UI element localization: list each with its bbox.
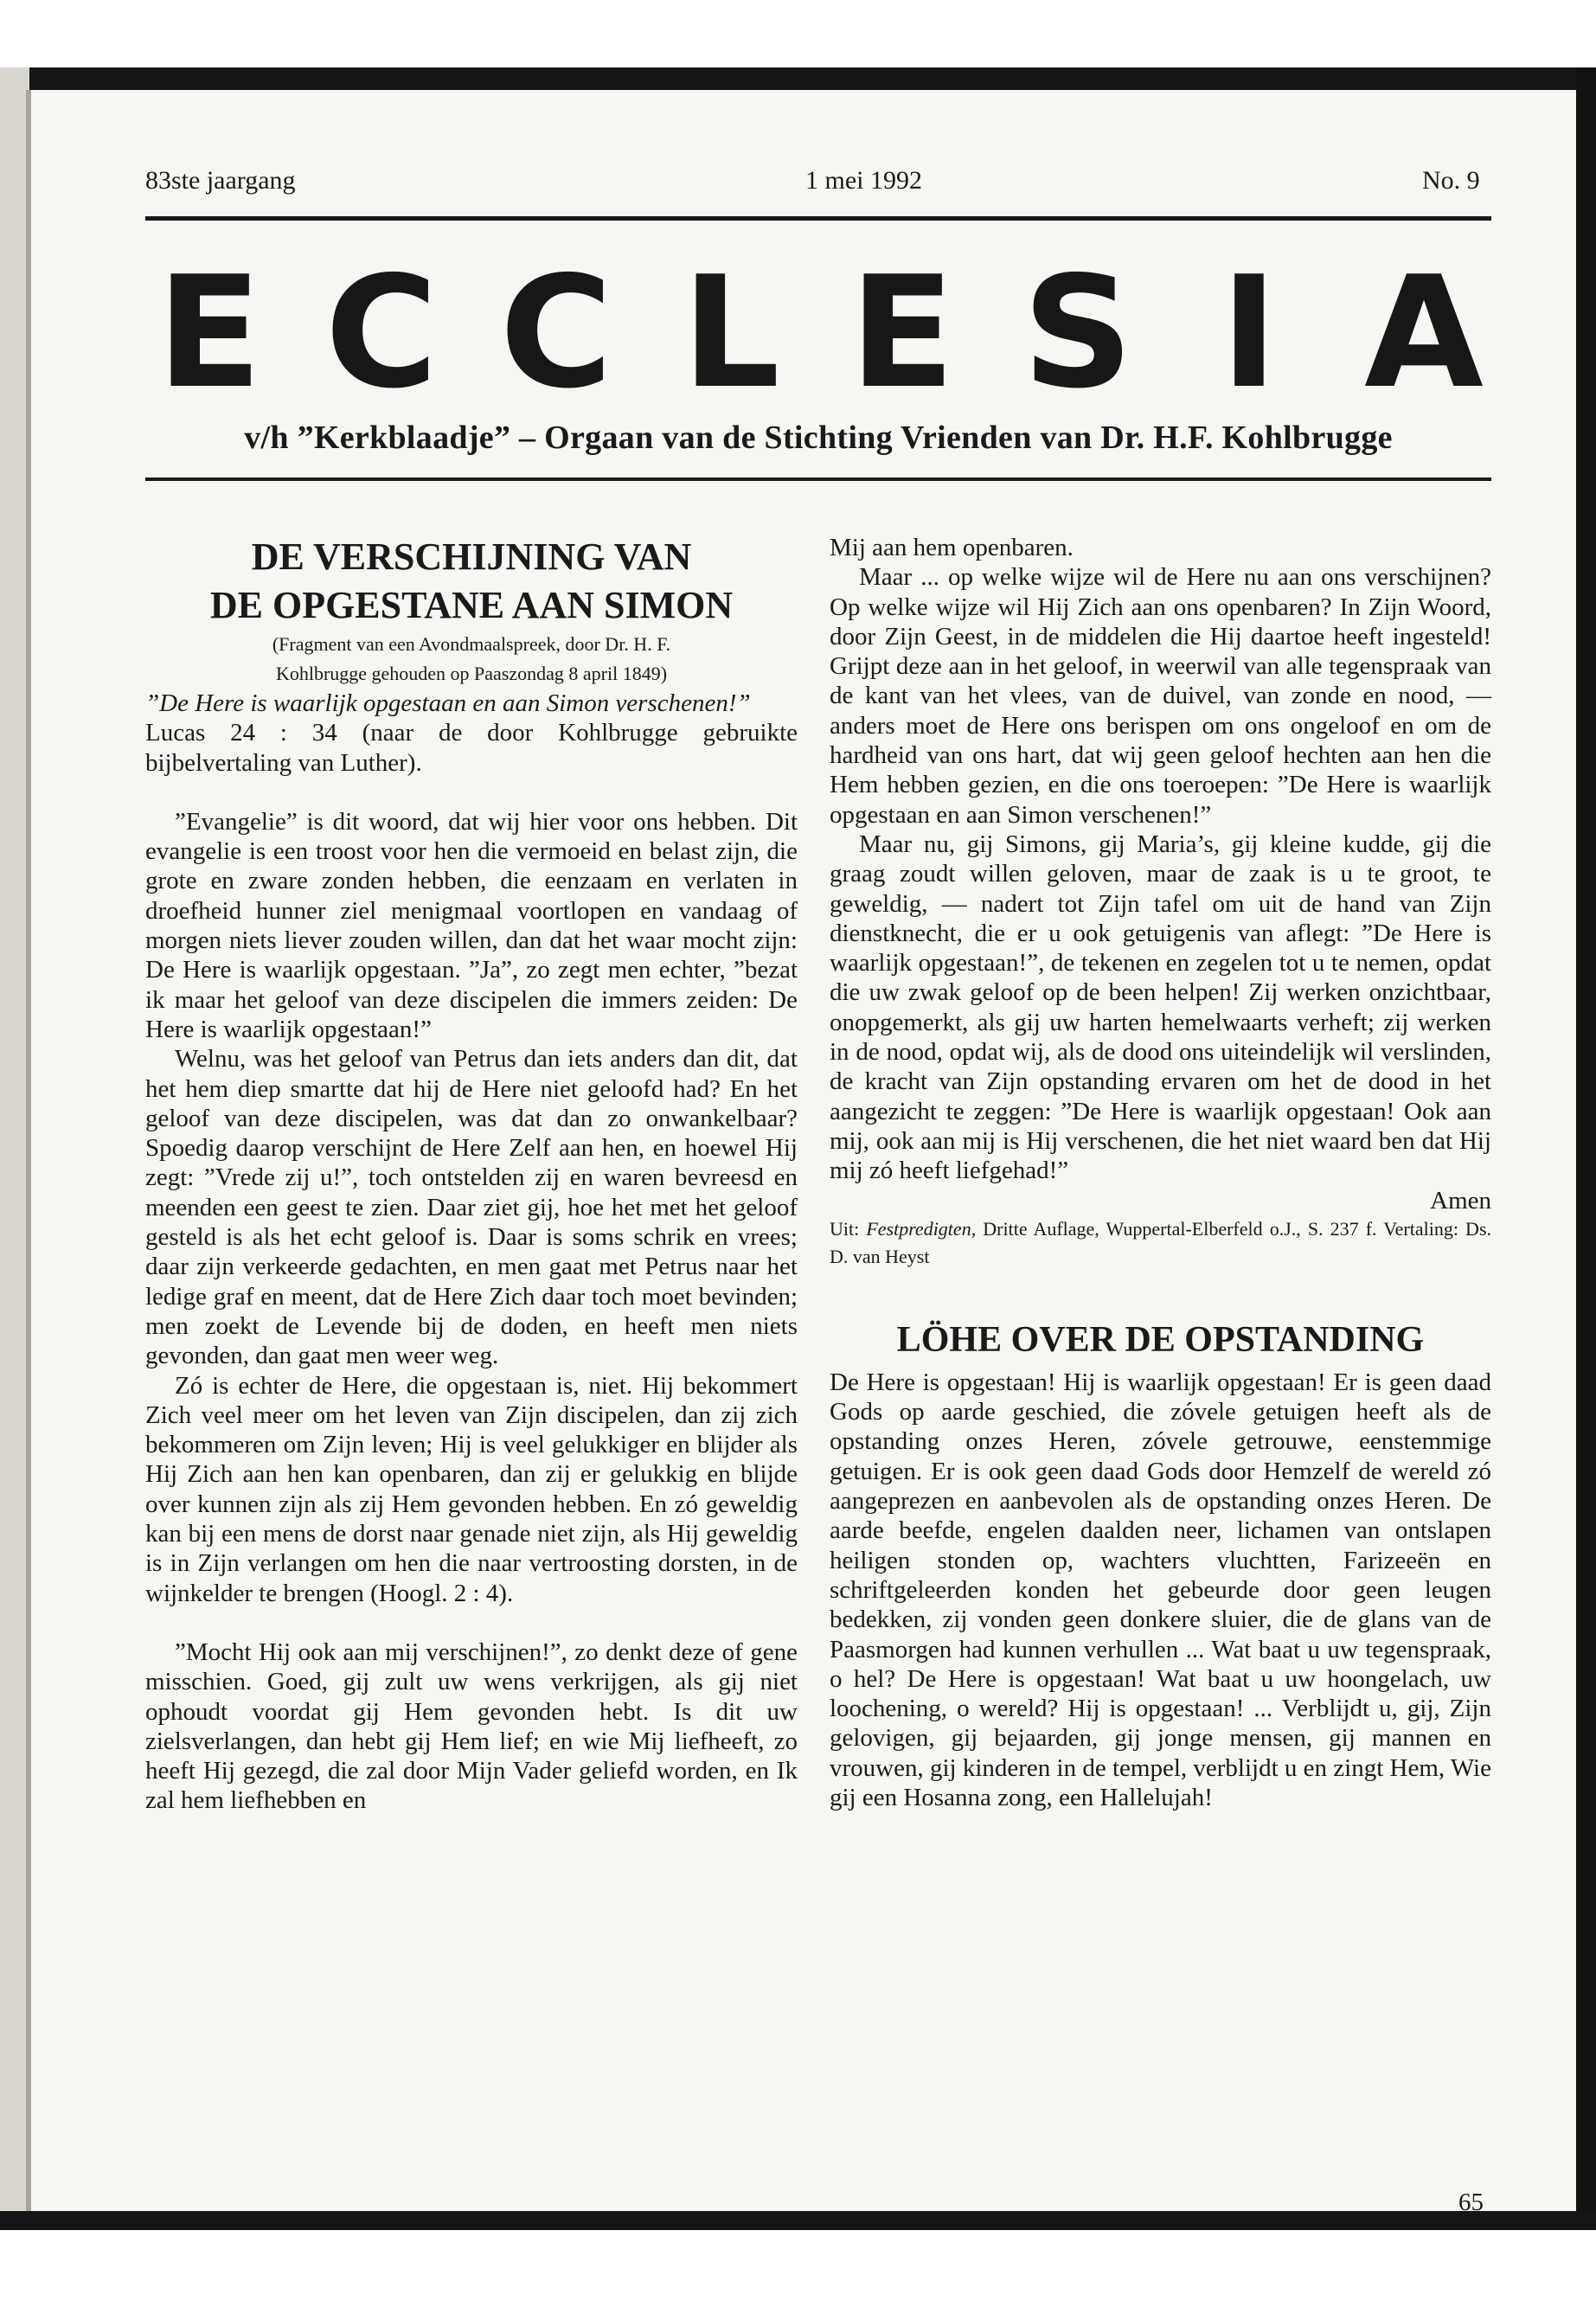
article-paragraph: Maar ... op welke wijze wil de Here nu aan ons verschijnen? Op welke wijze wil Hij Zich aan ons openbaren? In Zijn Woord, door Zijn Geest, in de middelen die Hij daartoe heeft ingesteld! Grijpt deze aan in het geloof, in weerwil van alle tegenspraak van de kant van het vlees, van de duivel, van zonde en nood, — anders moet de Here ons berispen om ons ongeloof en om de hardheid van ons hart, dat wij geen geloof hechten aan hen die Hem hebben gezien, en die ons toeroepen: ”De Here is waarlijk opgestaan en aan Simon verschenen!” — [830, 563, 1491, 829]
volume-year: 83ste jaargang — [145, 166, 296, 195]
scan-right-edge — [1576, 67, 1596, 2230]
scan-top-border — [0, 67, 1596, 90]
article-paragraph: ”Evangelie” is dit woord, dat wij hier voor ons hebben. Dit evangelie is een troost voor hen die vermoeid en belast zijn, die grote en zware zonden hebben, die eenzaam en verlaten in droefheid hunner ziel menigmaal voortlopen en vandaag of morgen niets liever zouden willen, dan dat het waar mocht zijn: De Here is waarlijk opgestaan. ”Ja”, zo zegt men echter, ”bezat ik maar het geloof van deze discipelen die immers zeiden: De Here is waarlijk opgestaan!” — [145, 807, 798, 1043]
article-paragraph: Mij aan hem openbaren. — [830, 534, 1074, 561]
article-title: LÖHE OVER DE OPSTANDING — [896, 1319, 1425, 1360]
article-motto: ”De Here is waarlijk opgestaan en aan Simon verschenen!” — [145, 689, 751, 717]
subtitle-rule — [145, 478, 1491, 481]
masthead-letter: C — [324, 243, 439, 422]
masthead-subtitle: v/h ”Kerkblaadje” – Orgaan van de Stichting Vrienden van Dr. H.F. Kohlbrugge — [244, 420, 1393, 456]
article-title-line: DE VERSCHIJNING VAN — [251, 535, 692, 578]
article-title-line: DE OPGESTANE AAN SIMON — [209, 584, 734, 626]
scan-bottom-border — [0, 2211, 1596, 2230]
masthead-title — [145, 243, 1491, 422]
article-paragraph: De Here is opgestaan! Hij is waarlijk opgestaan! Er is geen daad Gods op aarde geschied, die zóvele getuigen heeft als de opstanding onzes Heren, zóvele getrouwe, eenstemmige getuigen. Er is ook geen daad Gods door Hemzelf de wereld zó aangeprezen en aanbevolen als de opstanding onzes Heren. De aarde beefde, engelen daalden neer, lichamen van ontslapen heiligen stonden op, wachters vluchtten, Farizeeën en schriftgeleerden konden het gebeurde door geen leugen bedekken, zij vonden geen donkere sluier, die de glans van de Paasmorgen had kunnen verhullen ... Wat baat u uw tegenspraak, o hel? De Here is opgestaan! Wat baat u uw hoongelach, uw loochening, o wereld? Hij is opgestaan! ... Verblijdt u, gij, Zijn gelovigen, gij bejaarden, gij jonge mensen, gij mannen en vrouwen, gij kinderen in de tempel, verblijdt u en zingt Hem, Wie gij een Hosanna zong, een Hallelujah! — [830, 1368, 1491, 1811]
article-paragraph: Zó is echter de Here, die opgestaan is, niet. Hij bekommert Zich veel meer om het leven van Zijn discipelen, dan zij zich bekommeren om Zijn leven; Hij is veel gelukkiger en blijder als Hij Zich aan hen kan openbaren, dan zij er gelukkig en blijde over kunnen zijn als zij Hem gevonden hebben. En zó geweldig kan bij een mens de dorst naar genade niet zijn, als Hij geweldig is in Zijn verlangen om hen die naar vertroosting dorsten, in de wijnkelder te brengen (Hoogl. 2 : 4). — [145, 1371, 798, 1607]
bible-reference: Lucas 24 : 34 (naar de door Kohlbrugge gebruikte bijbelvertaling van Luther). — [145, 719, 798, 777]
source-prefix: Uit: — [830, 1217, 867, 1240]
issue-date: 1 mei 1992 — [805, 166, 922, 195]
source-book-title: Festpredigten, — [866, 1217, 977, 1240]
left-column — [145, 533, 798, 1816]
masthead-letter: E — [849, 243, 955, 422]
source-details: Dritte Auflage, Wuppertal-Elberfeld o.J., S. 237 f. Vertaling: Ds. D. van Heyst — [830, 1217, 1492, 1267]
fragment-line: Kohlbrugge gehouden op Paaszondag 8 april 1849) — [275, 663, 668, 684]
article-fragment-note — [145, 630, 798, 689]
article-paragraph: ”Mocht Hij ook aan mij verschijnen!”, zo denkt deze of gene misschien. Goed, gij zult uw wens verkrijgen, als gij niet ophoudt voordat gij Hem gevonden hebt. Is dit uw zielsverlangen, dan hebt gij Hem lief; en wie Mij liefheeft, zo heeft Hij gezegd, die zal door Mijn Vader geliefd worden, en Ik zal hem liefhebben en — [145, 1638, 798, 1815]
masthead-letter: S — [1022, 243, 1134, 422]
scan-left-edge — [0, 67, 29, 2230]
issue-number: No. 9 — [1422, 166, 1480, 195]
right-column — [830, 533, 1491, 1812]
article-closing: Amen — [1430, 1186, 1491, 1215]
masthead-letter: C — [499, 243, 613, 422]
masthead-letter: A — [1364, 243, 1484, 422]
newsletter-page — [31, 90, 1576, 2216]
masthead-letter: L — [682, 243, 780, 422]
article-source — [830, 1215, 1491, 1271]
fragment-line: (Fragment van een Avondmaalspreek, door Dr. H. F. — [272, 633, 671, 655]
masthead-letter: I — [1220, 243, 1279, 422]
page-number: 65 — [1458, 2189, 1484, 2216]
header-rule — [145, 216, 1491, 221]
masthead-letter: E — [157, 243, 262, 422]
article-paragraph: Welnu, was het geloof van Petrus dan iets anders dan dit, dat het hem diep smartte dat hij de Here niet geloofd had? En het geloof van deze discipelen, was dat dan zo onwankelbaar? Spoedig daarop verschijnt de Here Zelf aan hen, en hoewel Hij zegt: ”Vrede zij u!”, toch ontstelden zij en waren bevreesd en meenden een geest te zien. Daar ziet gij, hoe het met het geloof gesteld is als het echt geloof is. Daar is soms schrik en vrees; daar zijn verkeerde gedachten, en men gaat met Petrus naar het ledige graf en meent, dat de Here Zich daar toch moet bevinden; men zoekt de Levende bij de doden, en heeft men niets gevonden, dan gaat men weer weg. — [145, 1045, 798, 1370]
article-paragraph: Maar nu, gij Simons, gij Maria’s, gij kleine kudde, gij die graag zoudt willen geloven, maar de zaak is u te groot, te geweldig, — nadert tot Zijn tafel om uit de hand van Zijn dienstknecht, die er u ook getuigenis van aflegt: ”De Here is waarlijk opgestaan!”, de tekenen en zegelen tot u te nemen, opdat die uw zwak geloof op de been helpen! Zij werken onzichtbaar, onopgemerkt, als gij uw harten hemelwaarts verheft; zij werken in de nood, opdat wij, als de dood ons uiteindelijk wil verslinden, de kracht van Zijn opstanding ervaren om het de dood in het aangezicht te zeggen: ”De Here is waarlijk opgestaan! Ook aan mij, ook aan mij is Hij verschenen, die het niet waard ben dat Hij mij zó heeft liefgehad!” — [830, 830, 1491, 1185]
